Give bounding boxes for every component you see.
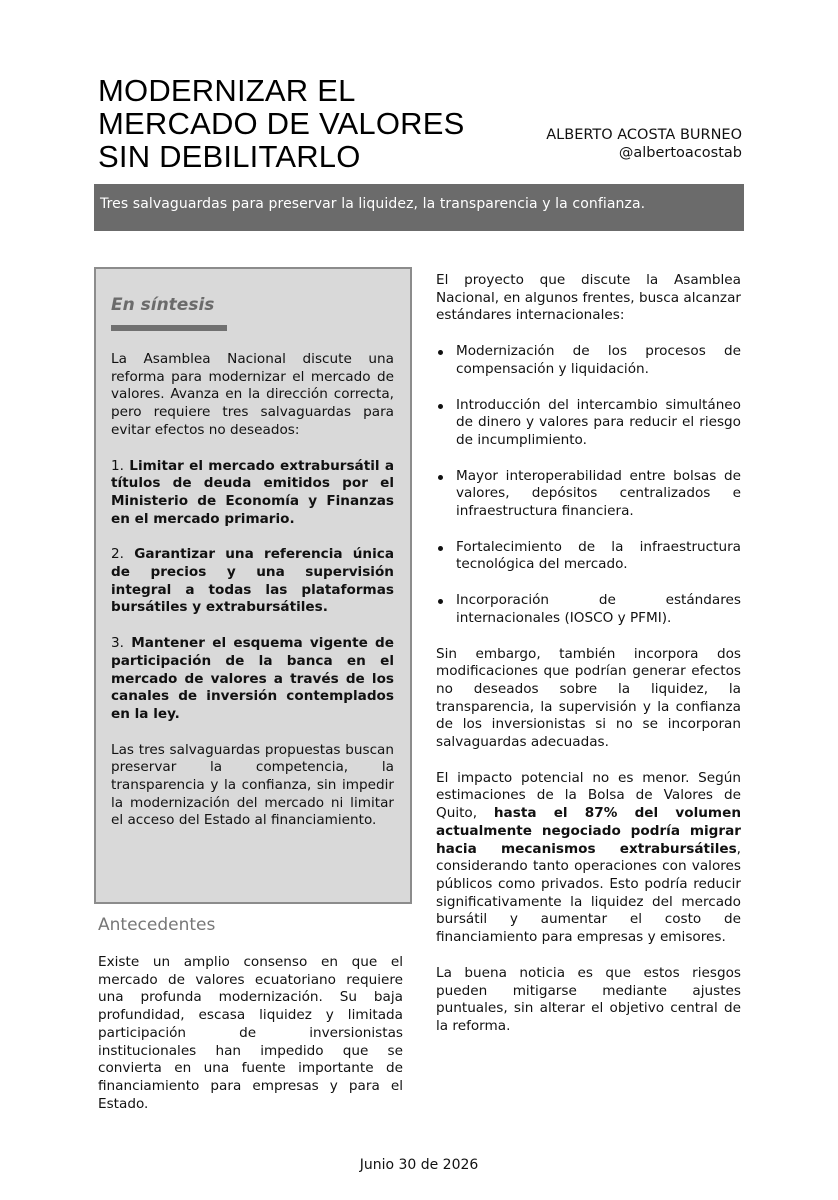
right-paragraph-3 <box>436 770 741 947</box>
point-number: 2. <box>111 546 124 563</box>
right-column <box>436 272 741 1054</box>
point-text: Garantizar una referencia única de precios y una supervisión integral a todas las plataformas bursátiles y extrabursátiles. <box>111 546 394 616</box>
title-line: MERCADO DE VALORES <box>98 106 465 141</box>
synthesis-box <box>94 267 412 904</box>
para3-text-b: , considerando tanto operaciones con valores públicos como privados. Esto podría reducir significativamente la liquidez del mercado bursátil y aumentar el costo de financiamiento para empresas y emisores. <box>436 840 741 946</box>
antecedentes-heading: Antecedentes <box>98 915 216 935</box>
point-text: Mantener el esquema vigente de participación de la banca en el mercado de valores a través de los canales de inversión contemplados en la ley. <box>111 635 395 722</box>
right-paragraph-2: Sin embargo, también incorpora dos modificaciones que podrían generar efectos no deseados sobre la liquidez, la transparencia, la supervisión y la confianza de los inversionistas si no se incorporan salvaguardas adecuadas. <box>436 645 741 751</box>
standards-list <box>436 343 741 627</box>
synthesis-point <box>111 546 394 617</box>
synthesis-point <box>111 635 394 724</box>
title-line: MODERNIZAR EL <box>98 73 356 108</box>
author-block <box>546 126 742 162</box>
list-item: Fortalecimiento de la infraestructura tecnológica del mercado. <box>436 539 741 574</box>
synthesis-intro: La Asamblea Nacional discute una reforma para modernizar el mercado de valores. Avanza en la dirección correcta, pero requiere tres salvaguardas para evitar efectos no deseados: <box>111 351 394 438</box>
synthesis-closing: Las tres salvaguardas propuestas buscan preservar la competencia, la transparencia y la confianza, sin impedir la modernización del mercado ni limitar el acceso del Estado al financiamiento. <box>111 741 394 829</box>
para3-highlight: hasta el 87% del volumen actualmente negociado podría migrar hacia mecanismos extrabursátiles <box>436 805 741 857</box>
list-item: Incorporación de estándares internacionales (IOSCO y PFMI). <box>436 592 741 627</box>
point-number: 3. <box>111 635 124 652</box>
antecedentes-text: Existe un amplio consenso en que el mercado de valores ecuatoriano requiere una profunda modernización. Su baja profundidad, escasa liquidez y limitada participación de inversionistas institucionales han impedido que se convierta en una fuente importante de financiamiento para empresas y para el Estado. <box>98 954 403 1112</box>
synthesis-point <box>111 458 394 529</box>
subtitle-banner: Tres salvaguardas para preservar la liquidez, la transparencia y la confianza. <box>94 184 744 231</box>
list-item: Introducción del intercambio simultáneo de dinero y valores para reducir el riesgo de incumplimiento. <box>436 397 741 450</box>
right-paragraph-4: La buena noticia es que estos riesgos pueden mitigarse mediante ajustes puntuales, sin alterar el objetivo central de la reforma. <box>436 964 741 1034</box>
publication-date: Junio 30 de 2026 <box>359 1157 479 1173</box>
point-number: 1. <box>111 457 124 474</box>
list-item: Mayor interoperabilidad entre bolsas de valores, depósitos centralizados e infraestructura financiera. <box>436 468 741 521</box>
point-text: Limitar el mercado extrabursátil a títulos de deuda emitidos por el Ministerio de Economía y Finanzas en el mercado primario. <box>111 457 395 527</box>
author-handle: @albertoacostab <box>618 145 742 161</box>
synthesis-heading: En síntesis <box>111 295 215 315</box>
heading-rule <box>111 325 227 331</box>
article-title <box>98 74 498 173</box>
title-line: SIN DEBILITARLO <box>98 139 361 174</box>
list-item: Modernización de los procesos de compensación y liquidación. <box>436 343 741 378</box>
para3-text-a: El impacto potencial no es menor. Según estimaciones de la Bolsa de Valores de Quito, <box>436 769 741 822</box>
author-name: ALBERTO ACOSTA BURNEO <box>546 127 742 143</box>
right-intro: El proyecto que discute la Asamblea Nacional, en algunos frentes, busca alcanzar estándares internacionales: <box>436 272 741 324</box>
